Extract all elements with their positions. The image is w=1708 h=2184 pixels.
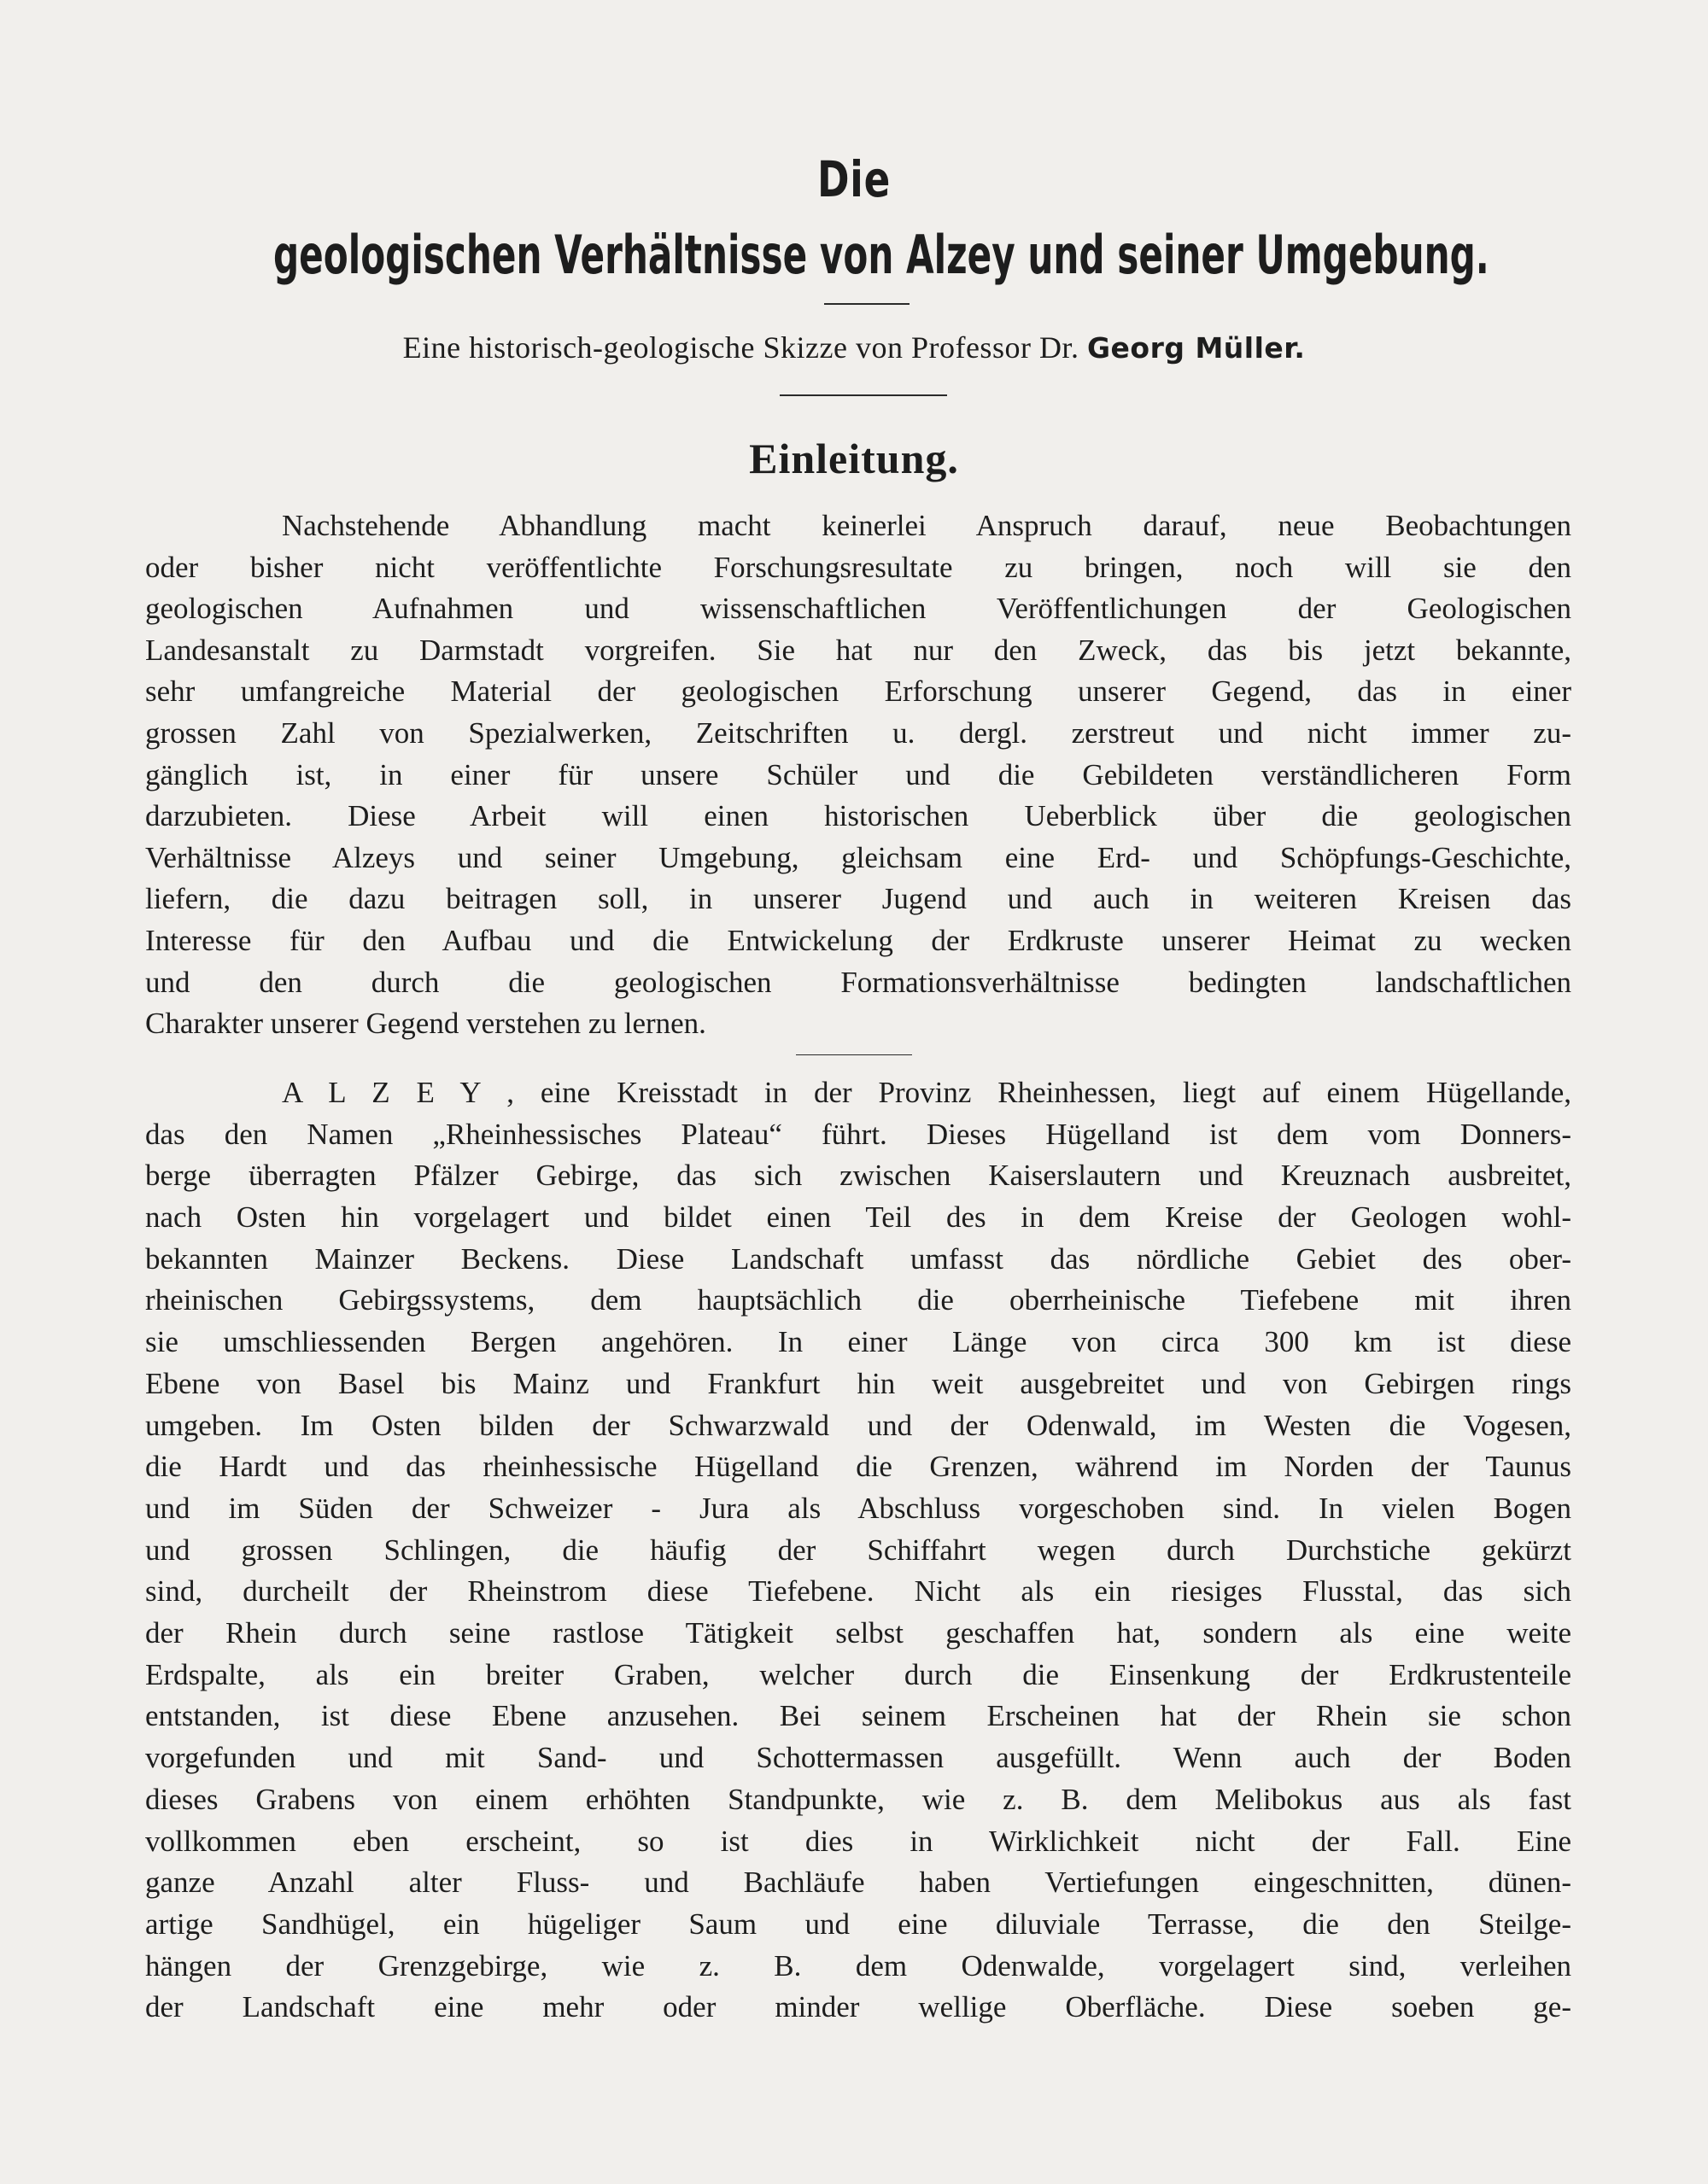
- title-line-1: Die: [816, 150, 892, 208]
- text-line: dieses Grabens von einem erhöhten Standpunkte, wie z. B. dem Melibokus aus als fast: [145, 1783, 1571, 1816]
- text-line: umgeben. Im Osten bilden der Schwarzwald und der Odenwald, im Westen die Vogesen,: [145, 1409, 1571, 1442]
- text-line: darzubieten. Diese Arbeit will einen historischen Ueberblick über die geologischen: [145, 799, 1571, 832]
- text-line: Interesse für den Aufbau und die Entwickelung der Erdkruste unserer Heimat zu wecken: [145, 924, 1571, 957]
- subtitle: [0, 330, 1708, 365]
- text-line: der Landschaft eine mehr oder minder wellige Oberfläche. Diese soeben ge-: [145, 1990, 1571, 2023]
- text-line: entstanden, ist diese Ebene anzusehen. Bei seinem Erscheinen hat der Rhein sie schon: [145, 1699, 1571, 1732]
- text-line: liefern, die dazu beitragen soll, in unserer Jugend und auch in weiteren Kreisen das: [145, 882, 1571, 915]
- text-line: bekannten Mainzer Beckens. Diese Landschaft umfasst das nördliche Gebiet des ober-: [145, 1242, 1571, 1276]
- text-line: das den Namen „Rheinhessisches Plateau“ führt. Dieses Hügelland ist dem vom Donners-: [145, 1118, 1571, 1151]
- text-line: und den durch die geologischen Formationsverhältnisse bedingten landschaftlichen: [145, 966, 1571, 999]
- text-line: und im Süden der Schweizer - Jura als Abschluss vorgeschoben sind. In vielen Bogen: [145, 1492, 1571, 1525]
- text-line: der Rhein durch seine rastlose Tätigkeit selbst geschaffen hat, sondern als eine weite: [145, 1616, 1571, 1650]
- subtitle-text: Eine historisch-geologische Skizze von Professor Dr.: [402, 330, 1079, 365]
- text-line: Landesanstalt zu Darmstadt vorgreifen. Sie hat nur den Zweck, das bis jetzt bekannte,: [145, 634, 1571, 667]
- text-line: vorgefunden und mit Sand- und Schottermassen ausgefüllt. Wenn auch der Boden: [145, 1741, 1571, 1774]
- text-line: die Hardt und das rheinhessische Hügelland die Grenzen, während im Norden der Taunus: [145, 1450, 1571, 1483]
- text-line: Verhältnisse Alzeys und seiner Umgebung, gleichsam eine Erd- und Schöpfungs-Geschichte,: [145, 841, 1571, 874]
- text-line: grossen Zahl von Spezialwerken, Zeitschriften u. dergl. zerstreut und nicht immer zu-: [145, 716, 1571, 750]
- text-line: rheinischen Gebirgssystems, dem hauptsächlich die oberrheinische Tiefebene mit ihren: [145, 1283, 1571, 1317]
- text-line: gänglich ist, in einer für unsere Schüler und die Gebildeten verständlicheren Form: [145, 758, 1571, 791]
- title-line-2: geologischen Verhältnisse von Alzey und seiner Umgebung.: [273, 224, 1489, 286]
- text-line: Erdspalte, als ein breiter Graben, welcher durch die Einsenkung der Erdkrustenteile: [145, 1658, 1571, 1691]
- text-line: Ebene von Basel bis Mainz und Frankfurt hin weit ausgebreitet und von Gebirgen rings: [145, 1367, 1571, 1400]
- text-line: sehr umfangreiche Material der geologischen Erforschung unserer Gegend, das in einer: [145, 674, 1571, 708]
- text-line: ganze Anzahl alter Fluss- und Bachläufe haben Vertiefungen eingeschnitten, dünen-: [145, 1866, 1571, 1899]
- text-line: nach Osten hin vorgelagert und bildet einen Teil des in dem Kreise der Geologen wohl-: [145, 1200, 1571, 1234]
- text-line: oder bisher nicht veröffentlichte Forschungsresultate zu bringen, noch will sie den: [145, 551, 1571, 584]
- text-line: geologischen Aufnahmen und wissenschaftlichen Veröffentlichungen der Geologischen: [145, 592, 1571, 625]
- text-line: sind, durcheilt der Rheinstrom diese Tiefebene. Nicht als ein riesiges Flusstal, das sich: [145, 1574, 1571, 1608]
- text-line: artige Sandhügel, ein hügeliger Saum und eine diluviale Terrasse, die den Steilge-: [145, 1907, 1571, 1941]
- section-heading: Einleitung.: [749, 435, 959, 482]
- text-line: sie umschliessenden Bergen angehören. In einer Länge von circa 300 km ist diese: [145, 1325, 1571, 1358]
- author-name: Georg Müller.: [1086, 331, 1306, 365]
- text-line: hängen der Grenzgebirge, wie z. B. dem Odenwalde, vorgelagert sind, verleihen: [145, 1949, 1571, 1983]
- text-line: und grossen Schlingen, die häufig der Schiffahrt wegen durch Durchstiche gekürzt: [145, 1533, 1571, 1567]
- paragraph-divider: [796, 1054, 912, 1055]
- text-line: A L Z E Y , eine Kreisstadt in der Provinz Rheinhessen, liegt auf einem Hügellande,: [282, 1076, 1571, 1109]
- text-line: Nachstehende Abhandlung macht keinerlei Anspruch darauf, neue Beobachtungen: [282, 509, 1571, 542]
- text-line: berge überragten Pfälzer Gebirge, das sich zwischen Kaiserslautern und Kreuznach ausbreitet,: [145, 1159, 1571, 1192]
- text-line: vollkommen eben erscheint, so ist dies in Wirklichkeit nicht der Fall. Eine: [145, 1825, 1571, 1858]
- title-divider: [824, 303, 910, 305]
- text-line: Charakter unserer Gegend verstehen zu lernen.: [145, 1007, 706, 1040]
- subtitle-divider: [780, 394, 947, 396]
